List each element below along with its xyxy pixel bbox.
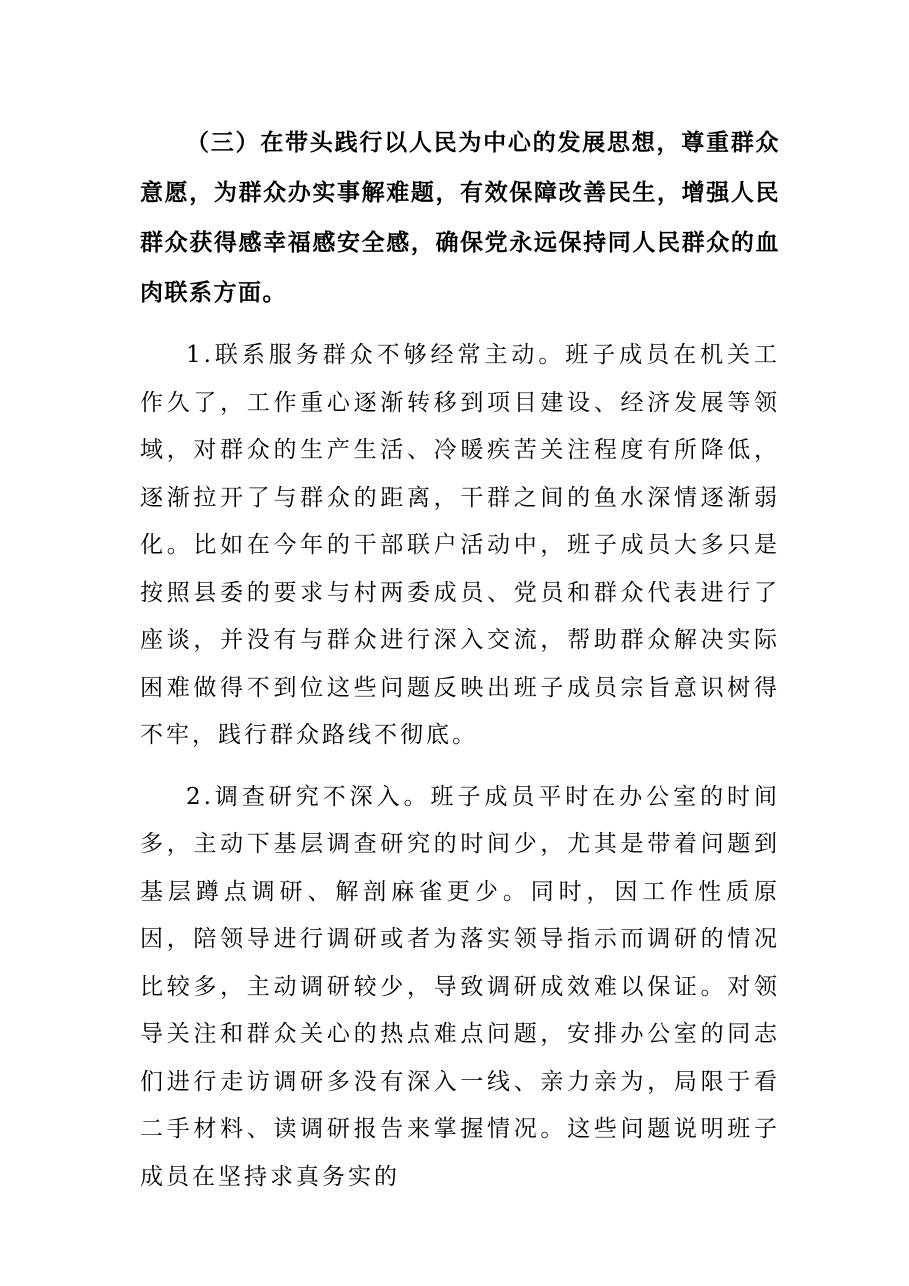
- document-body: [140, 118, 780, 1215]
- paragraph-2: 2.调查研究不深入。班子成员平时在办公室的时间多，主动下基层调查研究的时间少，尤其是带着问题到基层蹲点调研、解剖麻雀更少。同时，因工作性质原因，陪领导进行调研或者为落实领导指示而调研的情况比较多，主动调研较少，导致调研成效难以保证。对领导关注和群众关心的热点难点问题，安排办公室的同志们进行走访调研多没有深入一线、亲力亲为，局限于看二手材料、读调研报告来掌握情况。这些问题说明班子成员在坚持求真务实的: [140, 783, 780, 1190]
- paragraph-1: 1.联系服务群众不够经常主动。班子成员在机关工作久了，工作重心逐渐转移到项目建设、经济发展等领域，对群众的生产生活、冷暖疾苦关注程度有所降低，逐渐拉开了与群众的距离，干群之间的鱼水深情逐渐弱化。比如在今年的干部联户活动中，班子成员大多只是按照县委的要求与村两委成员、党员和群众代表进行了座谈，并没有与群众进行深入交流，帮助群众解决实际困难做得不到位这些问题反映出班子成员宗旨意识树得不牢，践行群众路线不彻底。: [140, 342, 780, 748]
- section-heading: （三）在带头践行以人民为中心的发展思想，尊重群众意愿，为群众办实事解难题，有效保障改善民生，增强人民群众获得感幸福感安全感，确保党永远保持同人民群众的血肉联系方面。: [140, 129, 780, 306]
